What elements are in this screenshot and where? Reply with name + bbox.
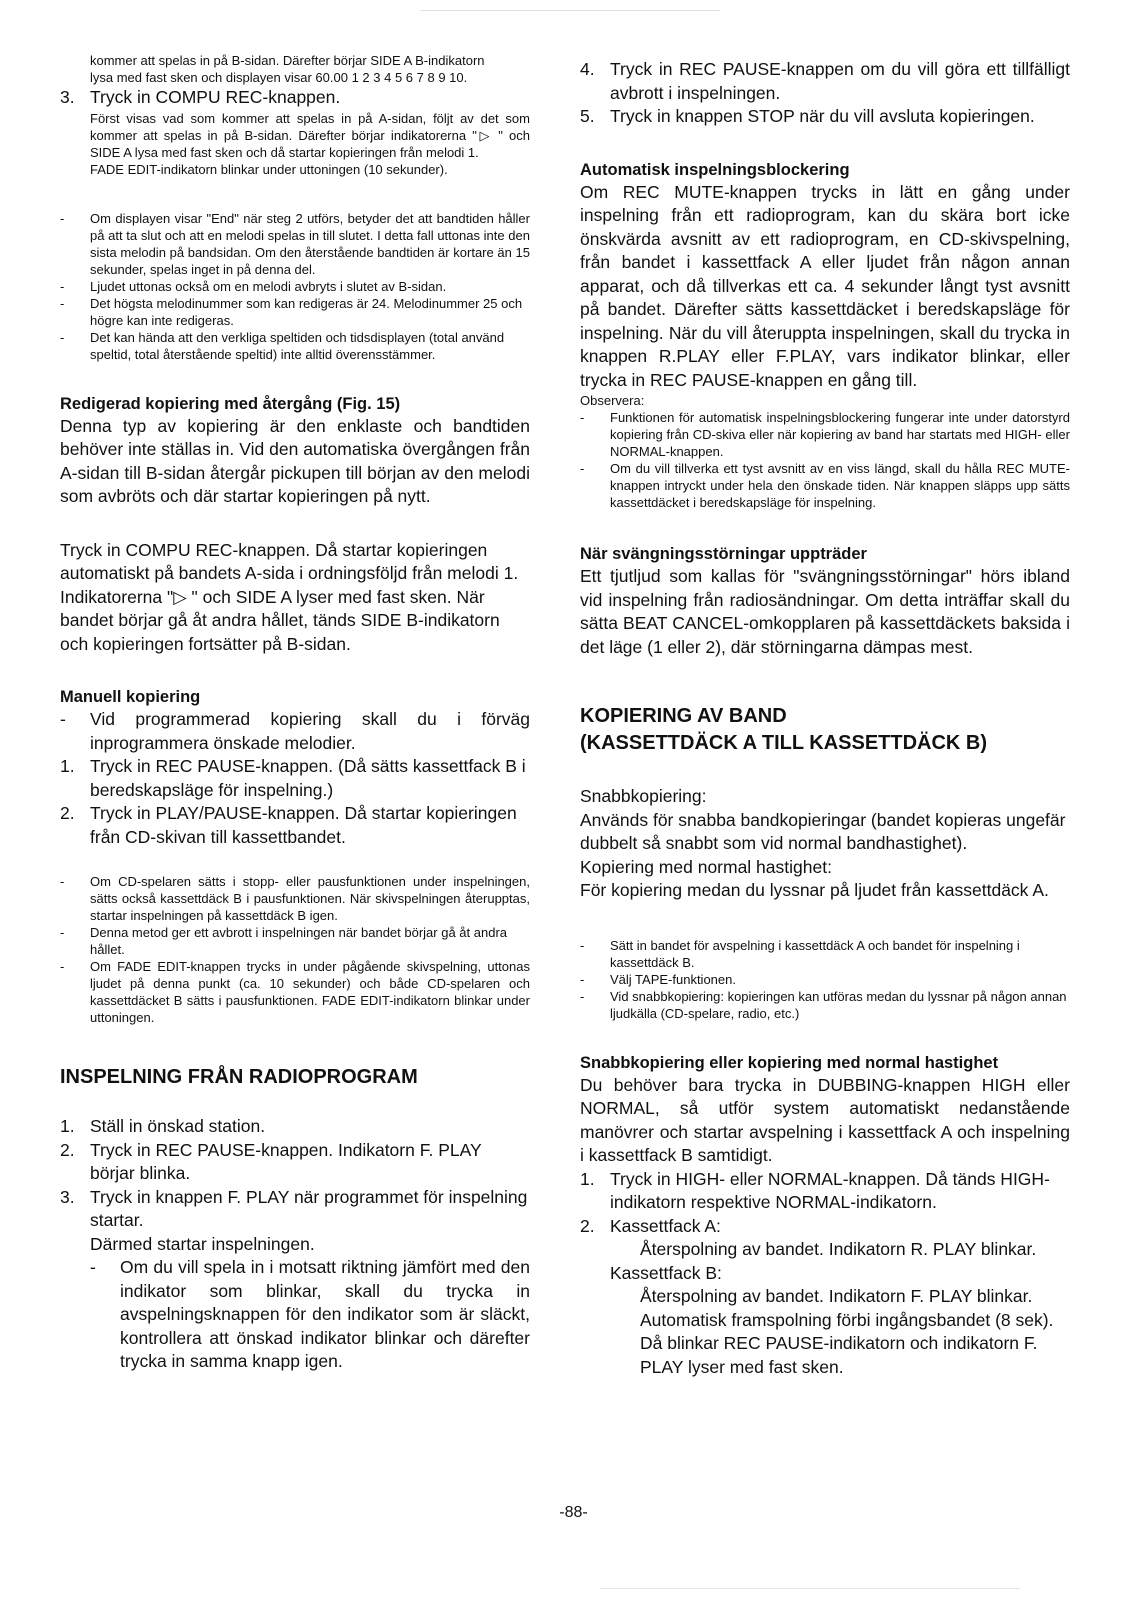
step-3-text: Tryck in COMPU REC-knappen.	[90, 87, 341, 107]
right-step-5: 5. Tryck in knappen STOP när du vill avsluta kopieringen.	[580, 106, 1035, 126]
manuell-dash-item: - Vid programmerad kopiering skall du i förväg inprogrammera önskade melodier.	[60, 709, 530, 753]
step-3-fade-note: FADE EDIT-indikatorn blinkar under uttoningen (10 sekunder).	[90, 161, 448, 177]
manuell-step-2: 2. Tryck in PLAY/PAUSE-knappen. Då startar kopieringen från CD-skivan till kassettbandet.	[60, 803, 517, 847]
auto-note-1: - Funktionen för automatisk inspelningsblockering fungerar inte under datorstyrd kopiering från CD-skiva eller när kopiering av band har startats med HIGH- eller NORMAL-knappen.	[580, 410, 1070, 459]
note-end-display: - Om displayen visar "End" när steg 2 utförs, betyder det att bandtiden håller på att ta slut och att en melodi spelas in till slutet. I detta fall uttonas inte den sista melodin på bandsidan. Om den återstående bandtiden är kortare än 15 sekunder, spelas inget in på denna del.	[60, 210, 530, 277]
deck-b-label: Kassettfack B:	[610, 1262, 722, 1283]
band-heading-line-2: (KASSETTDÄCK A TILL KASSETTDÄCK B)	[580, 732, 988, 754]
band-note-1: - Sätt in bandet för avspelning i kassettdäck A och bandet för inspelning i kassettdäck B.	[580, 937, 1020, 970]
auto-note-2: - Om du vill tillverka ett tyst avsnitt av en viss längd, skall du hålla REC MUTE-knappen intryckt under hela den önskade tiden. När knappen släpps upp sätts kassettdäcket i beredskapsläge för inspelning.	[580, 461, 1070, 510]
scan-speck-bottom	[600, 1588, 1020, 1589]
step-3-number: 3.	[60, 87, 75, 107]
intro-line-2: lysa med fast sken och displayen visar 60.00 1 2 3 4 5 6 7 8 9 10.	[90, 70, 468, 85]
observera-label: Observera:	[580, 393, 645, 408]
snabb-label: Snabbkopiering:	[580, 786, 707, 806]
normal-text: För kopiering medan du lyssnar på ljudet från kassettdäck A.	[580, 880, 1049, 900]
redigerad-heading: Redigerad kopiering med återgång (Fig. 15)	[60, 394, 401, 413]
snabbnormal-text: Du behöver bara trycka in DUBBING-knappen HIGH eller NORMAL, så utför system automatiskt nedanstående manövrer och startar avspelning i kassettfack A och inspelning i kassettfack B samtidigt.	[580, 1074, 1070, 1165]
radio-dash-item: - Om du vill spela in i motsatt riktning jämfört med den indikator som blinkar, skall du trycka in avspelningsknappen för den indikator som är släckt, kontrollera att önskad indikator blinkar och därefter trycka in samma knapp igen.	[90, 1257, 530, 1371]
manuell-heading: Manuell kopiering	[60, 688, 201, 706]
radio-step-1: 1. Ställ in önskad station.	[60, 1116, 266, 1136]
band-note-3: - Vid snabbkopiering: kopieringen kan utföras medan du lyssnar på någon annan ljudkälla (CD-spelare, radio, etc.)	[580, 988, 1067, 1021]
scan-speck-top	[420, 10, 720, 11]
manuell-note-1: - Om CD-spelaren sätts i stopp- eller pausfunktionen under inspelningen, sätts också kassettdäck B i pausfunktionen. När skivspelningen återupptas, startar inspelningen på kassettdäck B igen.	[60, 874, 530, 923]
manuell-step-1: 1. Tryck in REC PAUSE-knappen. (Då sätts kassettfack B i beredskapsläge för inspelning.)	[60, 756, 526, 800]
band-note-2: - Välj TAPE-funktionen.	[580, 971, 736, 987]
dubbing-step-2: 2. Kassettfack A:	[580, 1215, 721, 1236]
compu-rec-text: Tryck in COMPU REC-knappen. Då startar kopieringen automatiskt på bandets A-sida i ordningsföljd från melodi 1. Indikatorerna "▷ " och SIDE A lyser med fast sken. När bandet börjar gå åt andra hållet, tänds SIDE B-indikatorn och kopieringen fortsätter på B-sidan.	[60, 539, 519, 654]
dubbing-step-1: 1. Tryck in HIGH- eller NORMAL-knappen. Då tänds HIGH-indikatorn respektive NORMAL-indikatorn.	[580, 1168, 1050, 1212]
radio-after: Därmed startar inspelningen.	[90, 1233, 315, 1254]
radio-step-2: 2. Tryck in REC PAUSE-knappen. Indikatorn F. PLAY börjar blinka.	[60, 1139, 482, 1183]
svang-text: Ett tjutljud som kallas för "svängningsstörningar" hörs ibland vid inspelning från radiosändningar. Om detta inträffar skall du sätta BEAT CANCEL-omkopplaren på kassettdäckets baksida i det läge (1 eller 2), där störningarna dämpas mest.	[580, 566, 1070, 657]
snabbnormal-heading: Snabbkopiering eller kopiering med normal hastighet	[580, 1053, 999, 1072]
auto-heading: Automatisk inspelningsblockering	[580, 160, 850, 179]
radio-heading: INSPELNING FRÅN RADIOPROGRAM	[60, 1066, 418, 1088]
svang-heading: När svängningsstörningar uppträder	[580, 545, 867, 563]
note-max-melody: - Det högsta melodinummer som kan redigeras är 24. Melodinummer 25 och högre kan inte redigeras.	[60, 295, 523, 328]
normal-label: Kopiering med normal hastighet:	[580, 856, 832, 877]
deck-a-text: Återspolning av bandet. Indikatorn R. PLAY blinkar.	[640, 1239, 1037, 1259]
radio-step-3: 3. Tryck in knappen F. PLAY när programmet för inspelning startar.	[60, 1186, 528, 1230]
step-3	[60, 86, 530, 110]
snabb-text: Används för snabba bandkopieringar (bandet kopieras ungefär dubbelt så snabbt som vid normal bandhastighet).	[580, 809, 1066, 853]
intro-line-1: kommer att spelas in på B-sidan. Därefter börjar SIDE A B-indikatorn	[90, 53, 485, 68]
page-number: -88-	[559, 1504, 588, 1521]
right-step-4: 4. Tryck in REC PAUSE-knappen om du vill göra ett tillfälligt avbrott i inspelningen.	[580, 59, 1070, 103]
right-column	[580, 52, 1070, 1379]
manuell-note-3: - Om FADE EDIT-knappen trycks in under pågående skivspelning, uttonas ljudet på denna punkt (ca. 10 sekunder) och både CD-spelaren och kassettdäcket B sätts i pausfunktionen. FADE EDIT-indikatorn blinkar under uttoningen.	[60, 959, 530, 1025]
band-heading-line-1: KOPIERING AV BAND	[580, 705, 787, 727]
left-column	[60, 52, 530, 1374]
manuell-note-2: - Denna metod ger ett avbrott i inspelningen när bandet börjar gå åt andra hållet.	[60, 925, 507, 957]
note-playtime: - Det kan hända att den verkliga speltiden och tidsdisplayen (total använd speltid, total återstående speltid) inte alltid överensstämmer.	[60, 329, 505, 362]
deck-b-text: Återspolning av bandet. Indikatorn F. PLAY blinkar. Automatisk framspolning förbi ingångsbandet (8 sek). Då blinkar REC PAUSE-indikatorn och indikatorn F. PLAY lyser med fast sken.	[640, 1286, 1054, 1377]
note-fade-b-side: - Ljudet uttonas också om en melodi avbryts i slutet av B-sidan.	[60, 278, 447, 294]
step-3-detail: Först visas vad som kommer att spelas in på A-sidan, följt av det som kommer att spelas in på B-sidan. Därefter börjar indikatorerna "▷ " och SIDE A lysa med fast sken och då startar kopieringen från melodi 1.	[90, 110, 530, 160]
auto-text: Om REC MUTE-knappen trycks in lätt en gång under inspelning från ett radioprogram, kan du skära bort icke önskvärda avsnitt av ett radioprogram, en CD-skivspelning, från bandet i kassettfack A eller ljudet från någon annan apparat, och då tillverkas ett ca. 4 sekunder långt tyst avsnitt på bandet. Därefter sätts kassettdäcket i beredskapsläge för inspelning. När du vill återuppta inspelningen, skall du trycka in knappen R.PLAY eller F.PLAY, vars indikator blinkar, eller trycka in REC PAUSE-knappen en gång till.	[580, 181, 1070, 390]
redigerad-text: Denna typ av kopiering är den enklaste och bandtiden behöver inte ställas in. Vid den automatiska övergången från A-sidan till B-sidan återgår pickupen till början av den melodi som avbröts och där startar kopieringen på nytt.	[60, 415, 530, 506]
